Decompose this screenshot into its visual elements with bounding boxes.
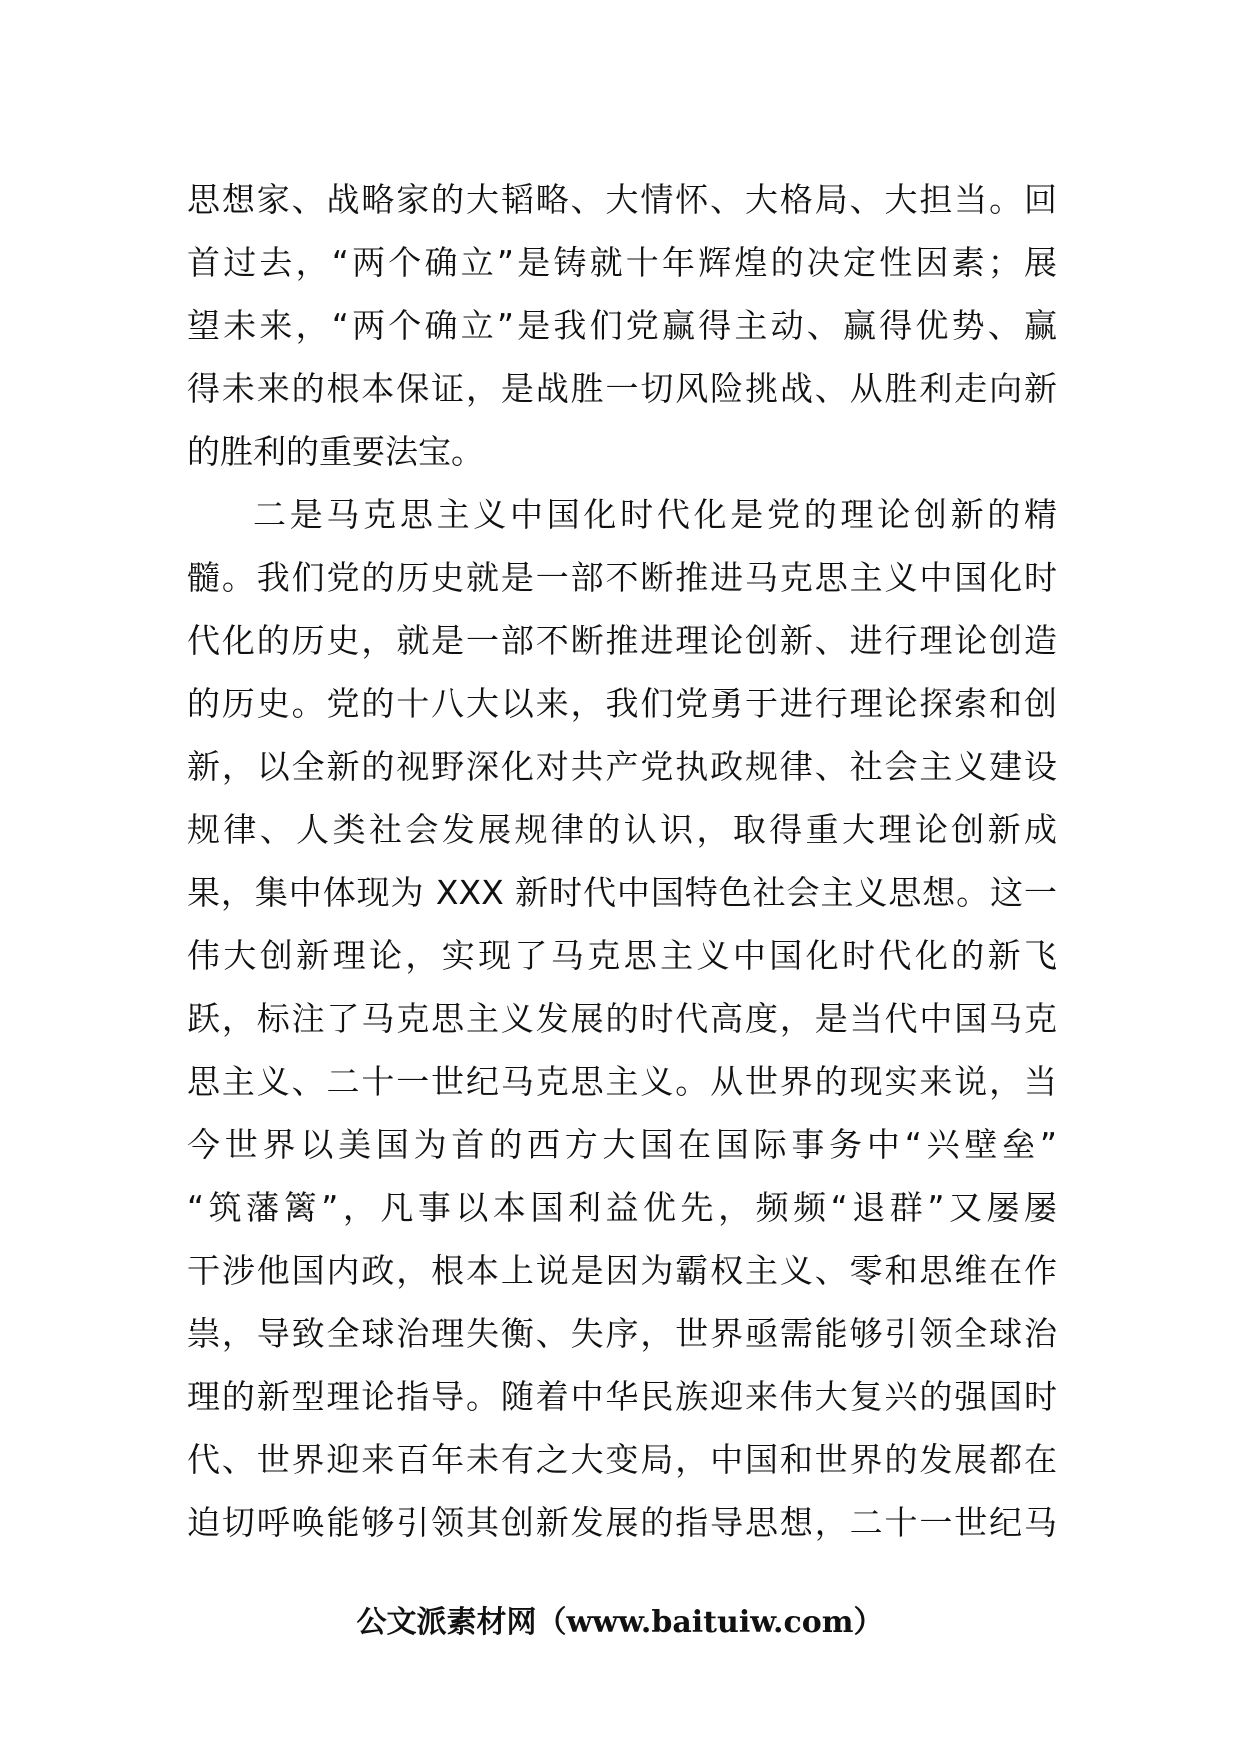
text-line: 代化的历史，就是一部不断推进理论创新、进行理论创造 bbox=[187, 621, 1057, 660]
text-line: 望未来，“两个确立”是我们党赢得主动、赢得优势、赢 bbox=[187, 306, 1057, 345]
paragraph-2 bbox=[187, 483, 1057, 1554]
page-footer: 公文派素材网（www.baituiw.com） bbox=[356, 1605, 884, 1640]
text-line: 二是马克思主义中国化时代化是党的理论创新的精 bbox=[253, 495, 1057, 534]
text-line: 今世界以美国为首的西方大国在国际事务中“兴壁垒” bbox=[187, 1125, 1057, 1164]
text-line: 得未来的根本保证，是战胜一切风险挑战、从胜利走向新 bbox=[187, 369, 1057, 408]
text-line: 思主义、二十一世纪马克思主义。从世界的现实来说，当 bbox=[187, 1062, 1057, 1101]
text-line: 伟大创新理论，实现了马克思主义中国化时代化的新飞 bbox=[187, 936, 1057, 975]
text-line: 思想家、战略家的大韬略、大情怀、大格局、大担当。回 bbox=[187, 180, 1057, 219]
text-line: 果，集中体现为 XXX 新时代中国特色社会主义思想。这一 bbox=[187, 873, 1057, 912]
text-line: “筑藩篱”，凡事以本国利益优先，频频“退群”又屡屡 bbox=[187, 1188, 1057, 1227]
paragraph-1 bbox=[187, 168, 1057, 483]
text-line: 的历史。党的十八大以来，我们党勇于进行理论探索和创 bbox=[187, 684, 1057, 723]
text-line: 髓。我们党的历史就是一部不断推进马克思主义中国化时 bbox=[187, 558, 1057, 597]
body-text bbox=[187, 168, 1057, 1554]
text-line: 祟，导致全球治理失衡、失序，世界亟需能够引领全球治 bbox=[187, 1314, 1057, 1353]
text-line: 新，以全新的视野深化对共产党执政规律、社会主义建设 bbox=[187, 747, 1057, 786]
text-line: 规律、人类社会发展规律的认识，取得重大理论创新成 bbox=[187, 810, 1057, 849]
text-line: 迫切呼唤能够引领其创新发展的指导思想，二十一世纪马 bbox=[187, 1503, 1057, 1542]
text-line: 理的新型理论指导。随着中华民族迎来伟大复兴的强国时 bbox=[187, 1377, 1057, 1416]
text-line: 首过去，“两个确立”是铸就十年辉煌的决定性因素；展 bbox=[187, 243, 1057, 282]
text-line: 代、世界迎来百年未有之大变局，中国和世界的发展都在 bbox=[187, 1440, 1057, 1479]
text-line: 跃，标注了马克思主义发展的时代高度，是当代中国马克 bbox=[187, 999, 1057, 1038]
text-line: 的胜利的重要法宝。 bbox=[187, 432, 484, 471]
text-line: 干涉他国内政，根本上说是因为霸权主义、零和思维在作 bbox=[187, 1251, 1057, 1290]
